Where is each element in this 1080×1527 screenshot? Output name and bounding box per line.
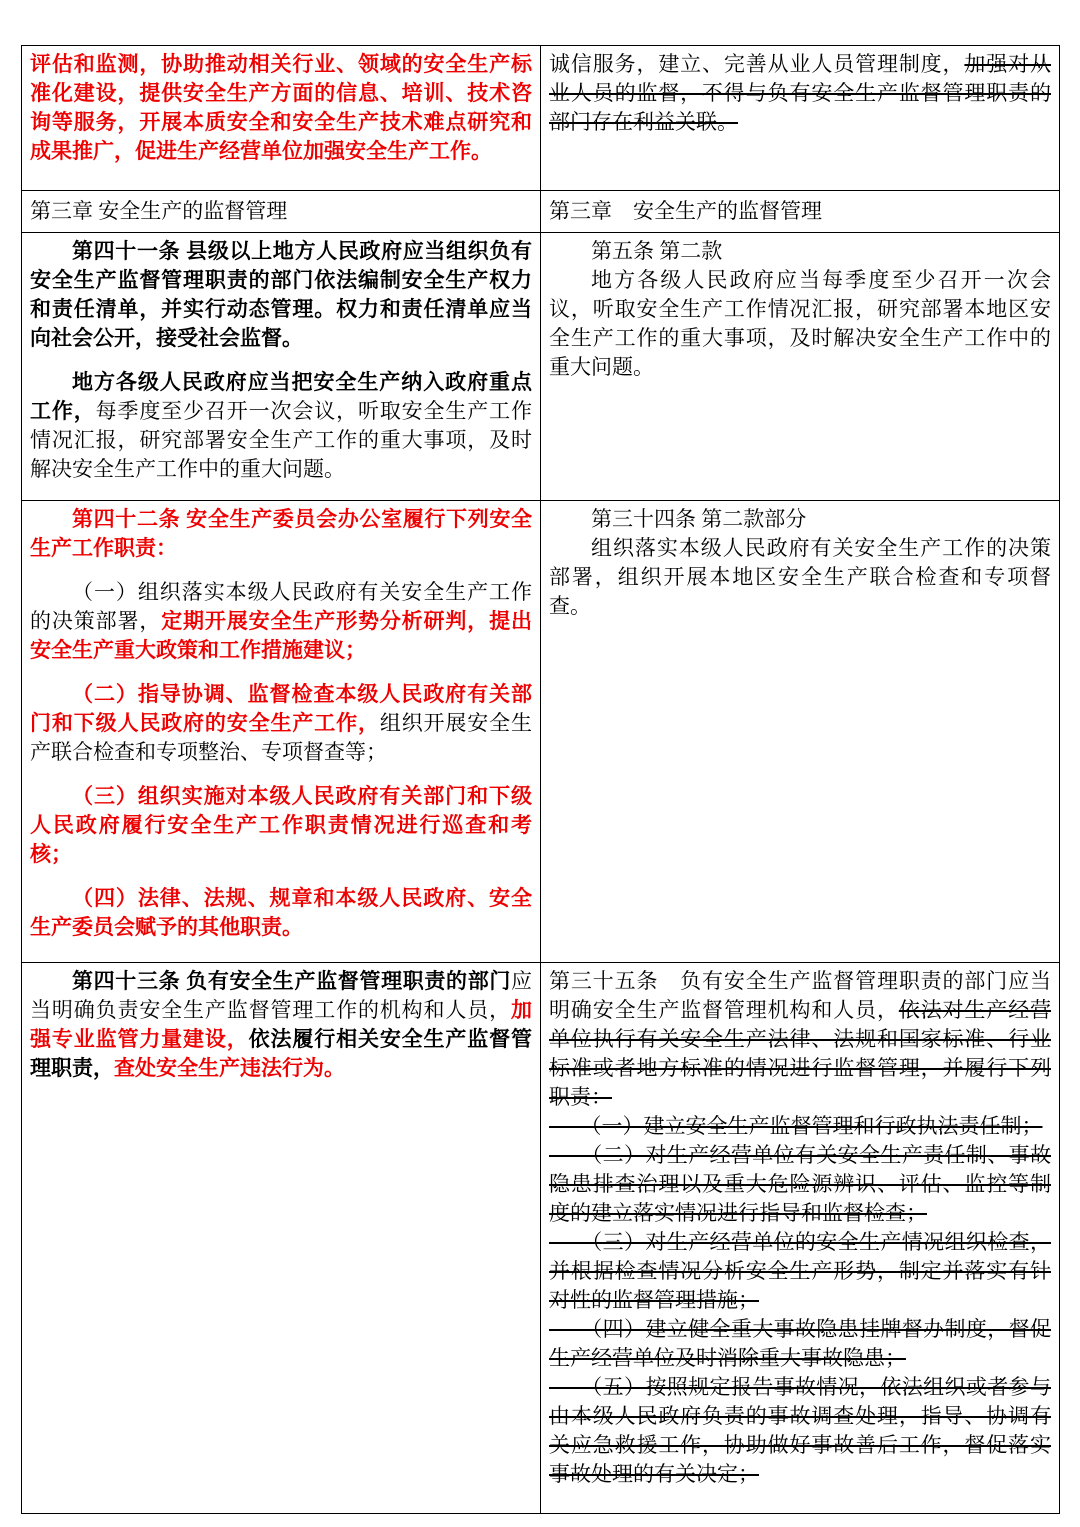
paragraph: [549, 1373, 1051, 1489]
text-run-strike: （四）建立健全重大事故隐患挂牌督办制度，督促生产经营单位及时消除重大事故隐患；: [549, 1317, 1051, 1370]
paragraph: [549, 1112, 1051, 1141]
text-run-black-bold: 第四十三条 负有安全生产监督管理职责的部门: [72, 969, 511, 993]
cell-left: [22, 233, 541, 501]
text-run-strike: （五）按照规定报告事故情况，依法组织或者参与由本级人民政府负责的事故调查处理，指导、协调有关应急救援工作，协助做好事故善后工作，督促落实事故处理的有关决定；: [549, 1375, 1051, 1486]
paragraph: [549, 50, 1051, 137]
text-run-black: 第三十四条 第二款部分: [591, 507, 807, 531]
paragraph: [30, 368, 532, 484]
text-run-strike: 依法对生产经营单位执行有关安全生产法律、法规和国家标准、行业标准或者地方标准的情况进行监督管理，并履行下列职责：: [549, 998, 1052, 1109]
paragraph: [549, 1141, 1051, 1228]
table-row: [22, 963, 1060, 1514]
paragraph: [30, 50, 532, 166]
cell-right: [541, 963, 1060, 1514]
paragraph: [549, 967, 1051, 1112]
paragraph: [549, 1228, 1051, 1315]
text-run-red-bold: 第四十二条 安全生产委员会办公室履行下列安全生产工作职责：: [30, 507, 532, 560]
text-run-strike: （二）对生产经营单位有关安全生产责任制、事故隐患排查治理以及重大危险源辨识、评估、监控等制度的建立落实情况进行指导和监督检查；: [549, 1143, 1051, 1225]
cell-right: [541, 46, 1060, 191]
paragraph: [30, 884, 532, 942]
text-run-red-bold: 加强专业监管力量建设，: [30, 998, 532, 1051]
text-run-red-bold: （三）组织实施对本级人民政府有关部门和下级人民政府履行安全生产工作职责情况进行巡查和考核；: [30, 784, 532, 866]
cell-left: [22, 46, 541, 191]
text-run-black: 每季度至少召开一次会议，听取安全生产工作情况汇报，研究部署安全生产工作的重大事项，及时解决安全生产工作中的重大问题。: [30, 399, 533, 481]
cell-left: [22, 191, 541, 233]
text-run-red-bold: 评估和监测，协助推动相关行业、领域的安全生产标准化建设，提供安全生产方面的信息、培训、技术咨询等服务，开展本质安全和安全生产技术难点研究和成果推广，促进生产经营单位加强安全生产工作。: [30, 52, 532, 163]
paragraph: [549, 534, 1051, 621]
text-run-black: 应当明确负责安全生产监督管理工作的机构和人员，: [30, 969, 532, 1022]
paragraph: [549, 197, 1051, 226]
paragraph: [549, 237, 1051, 266]
paragraph: [549, 266, 1051, 382]
paragraph: [30, 578, 532, 665]
cell-right: [541, 501, 1060, 963]
text-run-red-bold: （二）指导协调、监督检查本级人民政府有关部门和下级人民政府的安全生产工作，: [30, 682, 532, 735]
paragraph: [30, 782, 532, 869]
text-run-strike: （三）对生产经营单位的安全生产情况组织检查，并根据检查情况分析安全生产形势，制定并落实有针对性的监督管理措施；: [549, 1230, 1051, 1312]
text-run-red-bold: 定期开展安全生产形势分析研判，提出安全生产重大政策和工作措施建议；: [30, 609, 533, 662]
paragraph: [549, 505, 1051, 534]
text-run-black-bold: 依法履行相关安全生产监督管理职责，: [30, 1027, 533, 1080]
text-run-black: 第三十五条 负有安全生产监督管理职责的部门应当明确安全生产监督管理机构和人员，: [549, 969, 1051, 1022]
text-run-black: 组织落实本级人民政府有关安全生产工作的决策部署，组织开展本地区安全生产联合检查和专项督查。: [549, 536, 1051, 618]
text-run-red-bold: 查处安全生产违法行为。: [114, 1056, 345, 1080]
paragraph: [30, 967, 532, 1083]
text-run-strike: （一）建立安全生产监督管理和行政执法责任制；: [549, 1114, 1043, 1138]
text-run-black: （一）组织落实本级人民政府有关安全生产工作的决策部署，: [30, 580, 532, 633]
comparison-table-body: [22, 46, 1060, 1514]
text-run-black: 诚信服务，建立、完善从业人员管理制度，: [549, 52, 965, 76]
text-run-black: 第五条 第二款: [591, 239, 723, 263]
paragraph: [549, 1315, 1051, 1373]
cell-left: [22, 501, 541, 963]
text-run-black-bold: 地方各级人民政府应当把安全生产纳入政府重点工作，: [30, 370, 532, 423]
table-row: [22, 233, 1060, 501]
comparison-table: [21, 45, 1060, 1514]
paragraph: [30, 197, 532, 226]
table-row: [22, 191, 1060, 233]
cell-right: [541, 191, 1060, 233]
text-run-red-bold: （四）法律、法规、规章和本级人民政府、安全生产委员会赋予的其他职责。: [30, 886, 532, 939]
paragraph: [30, 680, 532, 767]
paragraph: [30, 505, 532, 563]
paragraph: [30, 237, 532, 353]
table-row: [22, 501, 1060, 963]
text-run-black: 第三章 安全生产的监督管理: [549, 199, 822, 223]
text-run-black: 地方各级人民政府应当每季度至少召开一次会议，听取安全生产工作情况汇报，研究部署本地区安全生产工作的重大事项，及时解决安全生产工作中的重大问题。: [549, 268, 1051, 379]
text-run-black-bold: 第四十一条 县级以上地方人民政府应当组织负有安全生产监督管理职责的部门依法编制安全生产权力和责任清单，并实行动态管理。权力和责任清单应当向社会公开，接受社会监督。: [30, 239, 532, 350]
table-row: [22, 46, 1060, 191]
cell-right: [541, 233, 1060, 501]
cell-left: [22, 963, 541, 1514]
text-run-strike: 加强对从业人员的监督，不得与负有安全生产监督管理职责的部门存在利益关联。: [549, 52, 1052, 134]
text-run-black: 第三章 安全生产的监督管理: [30, 199, 288, 223]
text-run-black: 组织开展安全生产联合检查和专项整治、专项督查等；: [30, 711, 533, 764]
